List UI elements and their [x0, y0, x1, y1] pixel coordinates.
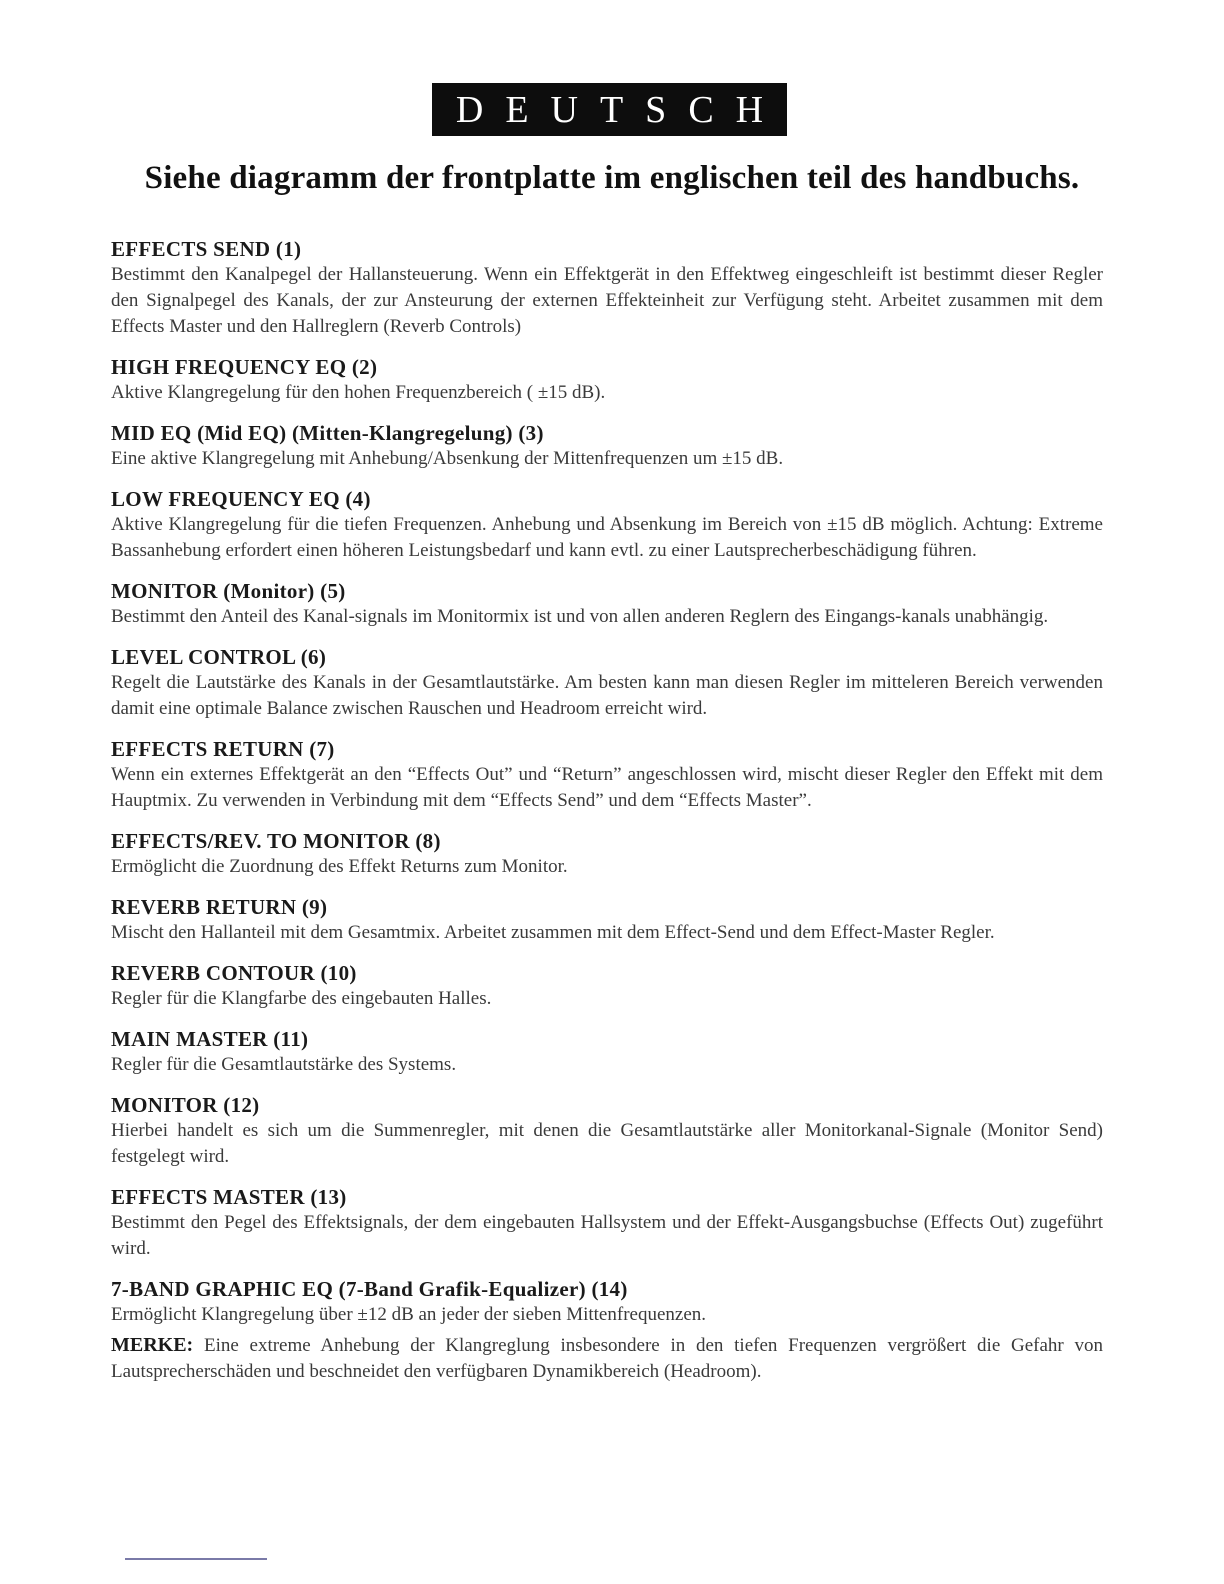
section-title: 7-BAND GRAPHIC EQ (7-Band Grafik-Equalizer) (14)	[111, 1277, 628, 1301]
footnote-rule	[125, 1558, 267, 1560]
section-title: MONITOR (12)	[111, 1093, 260, 1117]
section-effects-return	[111, 736, 1103, 814]
page-subtitle: Siehe diagramm der frontplatte im englischen teil des handbuchs.	[144, 160, 1080, 196]
section-body: Aktive Klangregelung für die tiefen Frequenzen. Anhebung und Absenkung im Bereich von ±15 dB möglich. Achtung: Extreme Bassanhebung erfordert einen höheren Leistungsbedarf und kann evtl. zu einer Lautsprecherbeschädigung führen.	[111, 514, 1103, 561]
section-body: Wenn ein externes Effektgerät an den “Effects Out” und “Return” angeschlossen wird, mischt dieser Regler den Effekt mit dem Hauptmix. Zu verwenden in Verbindung mit dem “Effects Send” und dem “Effects Master”.	[111, 764, 1103, 811]
section-title: EFFECTS MASTER (13)	[111, 1185, 347, 1209]
section-body: Eine aktive Klangregelung mit Anhebung/Absenkung der Mittenfrequenzen um ±15 dB.	[111, 448, 784, 469]
section-body: Ermöglicht Klangregelung über ±12 dB an jeder der sieben Mittenfrequenzen.	[111, 1304, 707, 1325]
section-main-master	[111, 1026, 1103, 1078]
section-body: Ermöglicht die Zuordnung des Effekt Returns zum Monitor.	[111, 856, 568, 877]
section-body: Bestimmt den Pegel des Effektsignals, der dem eingebauten Hallsystem und der Effekt-Ausgangsbuchse (Effects Out) zugeführt wird.	[111, 1212, 1103, 1259]
section-level-control	[111, 644, 1103, 722]
language-banner	[432, 83, 787, 136]
section-reverb-contour	[111, 960, 1103, 1012]
section-body: Regler für die Klangfarbe des eingebauten Halles.	[111, 988, 492, 1009]
section-title: EFFECTS/REV. TO MONITOR (8)	[111, 829, 441, 853]
language-label: DEUTSCH	[455, 88, 786, 131]
section-monitor-5	[111, 578, 1103, 630]
section-graphic-eq	[111, 1276, 1103, 1328]
section-body: Hierbei handelt es sich um die Summenregler, mit denen die Gesamtlautstärke aller Monitorkanal-Signale (Monitor Send) festgelegt wird.	[111, 1120, 1103, 1167]
note-text: Eine extreme Anhebung der Klangreglung insbesondere in den tiefen Frequenzen vergrößert die Gefahr von Lautsprecherschäden und beschneidet den verfügbaren Dynamikbereich (Headroom).	[111, 1335, 1103, 1382]
section-title: MONITOR (Monitor) (5)	[111, 579, 346, 603]
section-body: Bestimmt den Kanalpegel der Hallansteuerung. Wenn ein Effektgerät in den Effektweg eingeschleift ist bestimmt dieser Regler den Signalpegel des Kanals, der zur Ansteurung der externen Effekteinheit zur Verfügung steht. Arbeitet zusammen mit dem Effects Master und den Hallreglern (Reverb Controls)	[111, 264, 1103, 337]
section-title: MAIN MASTER (11)	[111, 1027, 309, 1051]
section-title: REVERB RETURN (9)	[111, 895, 328, 919]
section-low-frequency-eq	[111, 486, 1103, 564]
section-title: HIGH FREQUENCY EQ (2)	[111, 355, 378, 379]
manual-content	[111, 236, 1103, 1385]
section-effects-send	[111, 236, 1103, 340]
section-title: REVERB CONTOUR (10)	[111, 961, 357, 985]
section-title: LEVEL CONTROL (6)	[111, 645, 327, 669]
section-title: LOW FREQUENCY EQ (4)	[111, 487, 371, 511]
section-body: Regelt die Lautstärke des Kanals in der Gesamtlautstärke. Am besten kann man diesen Regler im mitteleren Bereich verwenden damit eine optimale Balance zwischen Rauschen und Headroom erreicht wird.	[111, 672, 1103, 719]
section-monitor-12	[111, 1092, 1103, 1170]
section-body: Regler für die Gesamtlautstärke des Systems.	[111, 1054, 457, 1075]
section-high-frequency-eq	[111, 354, 1103, 406]
note-label: MERKE:	[111, 1334, 194, 1356]
section-body: Mischt den Hallanteil mit dem Gesamtmix. Arbeitet zusammen mit dem Effect-Send und dem Effect-Master Regler.	[111, 922, 995, 943]
note-paragraph	[111, 1332, 1103, 1385]
section-mid-eq	[111, 420, 1103, 472]
section-body: Aktive Klangregelung für den hohen Frequenzbereich ( ±15 dB).	[111, 382, 606, 403]
section-effects-rev-to-monitor	[111, 828, 1103, 880]
section-title: EFFECTS SEND (1)	[111, 237, 302, 261]
section-reverb-return	[111, 894, 1103, 946]
section-title: EFFECTS RETURN (7)	[111, 737, 335, 761]
section-body: Bestimmt den Anteil des Kanal-signals im Monitormix ist und von allen anderen Reglern des Eingangs-kanals unabhängig.	[111, 606, 1049, 627]
section-effects-master	[111, 1184, 1103, 1262]
section-title: MID EQ (Mid EQ) (Mitten-Klangregelung) (3)	[111, 421, 544, 445]
